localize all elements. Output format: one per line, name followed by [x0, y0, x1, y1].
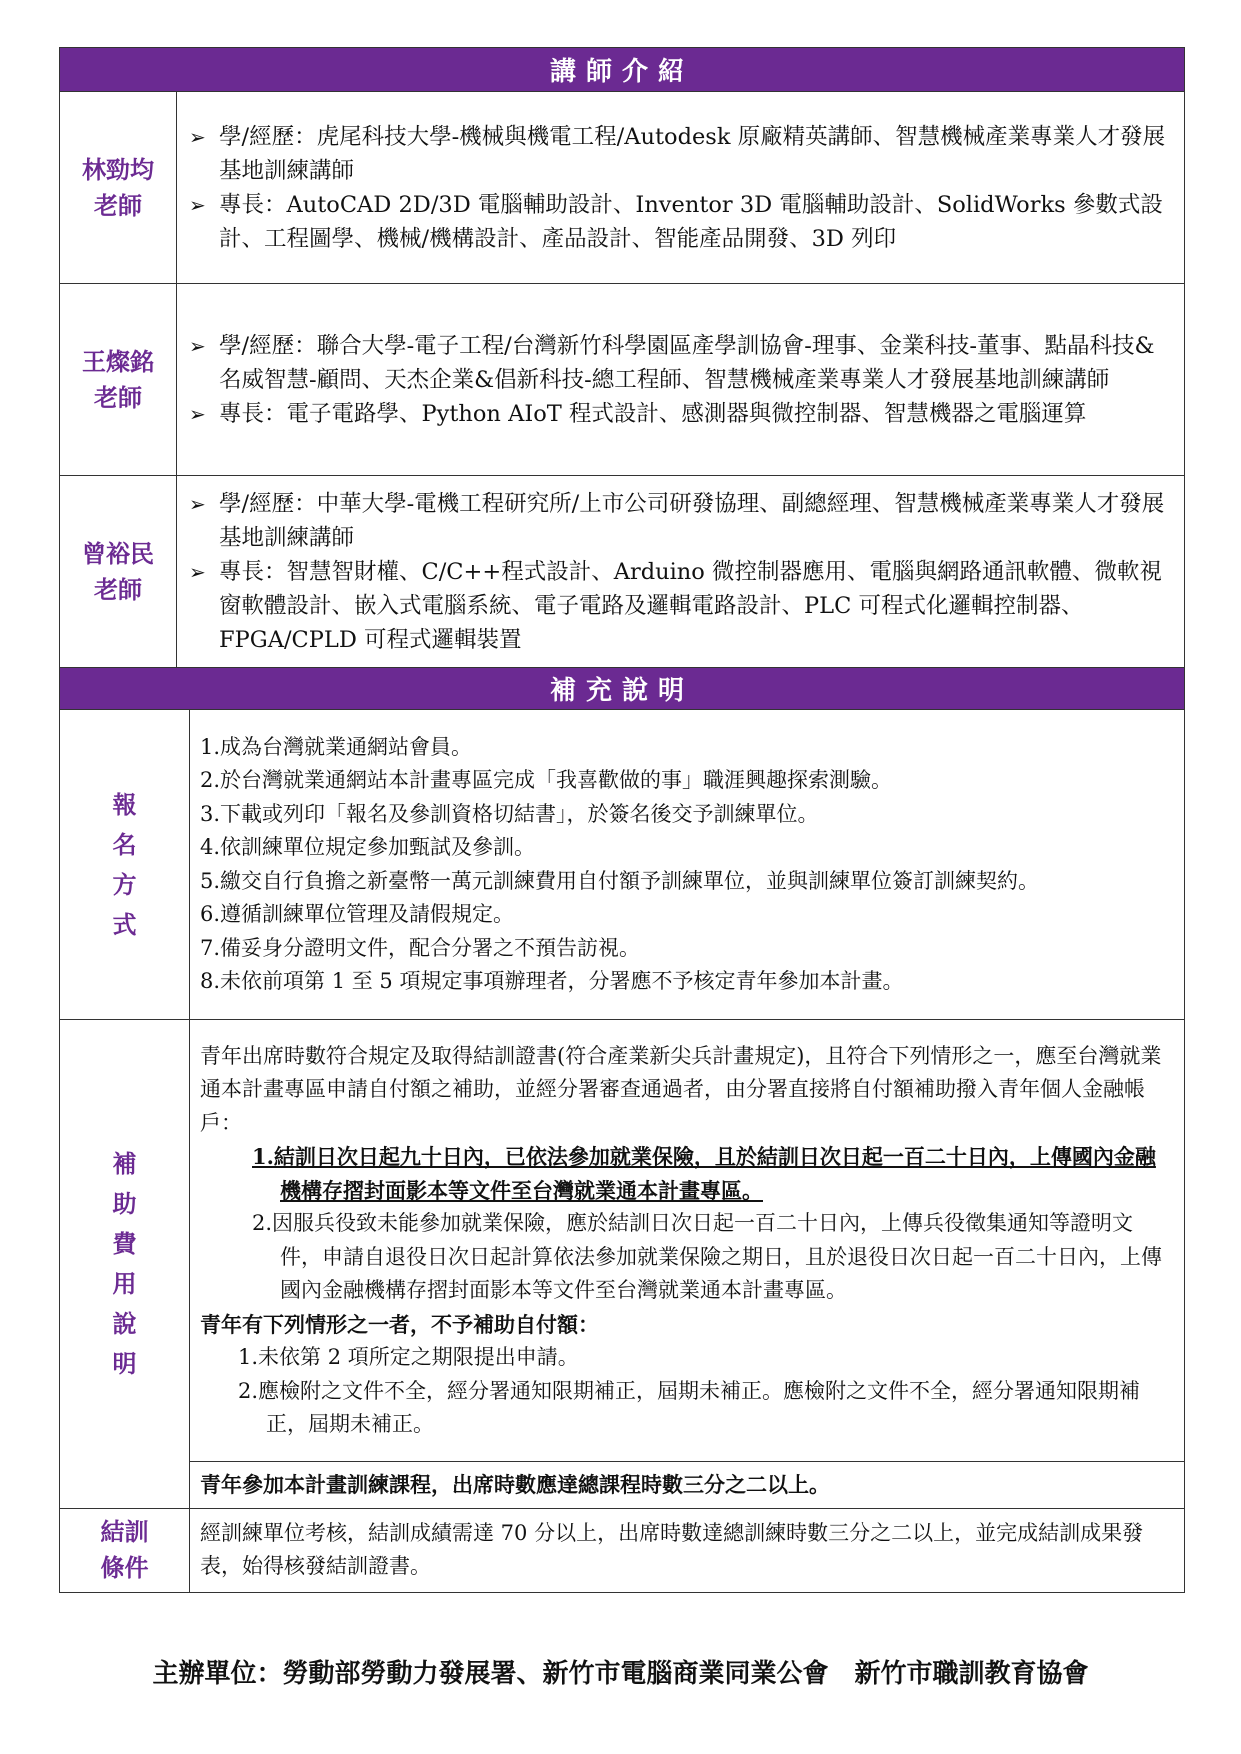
subsidy-condition-1: 1.結訓日次日起九十日內，已依法參加就業保險，且於結訓日次日起一百二十日內，上傳國內金融機構存摺封面影本等文件至台灣就業通本計畫專區。 — [252, 1144, 1156, 1203]
exclusion-item: 1.未依第 2 項所定之期限提出申請。 — [238, 1345, 579, 1369]
list-item: 8.未依前項第 1 至 5 項規定事項辦理者，分署應不予核定青年參加本計畫。 — [200, 969, 904, 993]
label-char: 方 — [112, 870, 137, 899]
subsidy-details — [190, 1020, 1185, 1462]
instructor-row — [60, 284, 1185, 476]
label-char: 說 — [112, 1309, 137, 1338]
instructor-expertise: 專長：電子電路學、Python AIoT 程式設計、感測器與微控制器、智慧機器之電腦運算 — [219, 400, 1087, 427]
instructor-name — [60, 476, 177, 668]
instructor-expertise: 專長：AutoCAD 2D/3D 電腦輔助設計、Inventor 3D 電腦輔助設計、SolidWorks 參數式設計、工程圖學、機械/機構設計、產品設計、智能產品開發、3D 列印 — [219, 191, 1163, 252]
instructor-name-line1: 曾裕民 — [82, 539, 154, 568]
instructor-row — [60, 476, 1185, 668]
registration-row — [60, 710, 1185, 1020]
label-char: 補 — [112, 1149, 137, 1178]
instructor-experience: 學/經歷：虎尾科技大學-機械與機電工程/Autodesk 原廠精英講師、智慧機械產業專業人才發展基地訓練講師 — [219, 123, 1166, 184]
arrow-bullet-icon: ➢ — [189, 333, 206, 358]
completion-label-line2: 條件 — [100, 1554, 149, 1582]
instructor-name — [60, 92, 177, 284]
course-info-document — [59, 47, 1185, 1593]
instructor-name-line2: 老師 — [94, 383, 142, 412]
label-char: 名 — [112, 830, 137, 859]
instructor-expertise: 專長：智慧智財權、C/C++程式設計、Arduino 微控制器應用、電腦與網路通訊軟體、微軟視窗軟體設計、嵌入式電腦系統、電子電路及邏輯電路設計、PLC 可程式化邏輯控制器、FPGA/CPLD 可程式邏輯裝置 — [219, 558, 1163, 653]
list-item: 4.依訓練單位規定參加甄試及參訓。 — [200, 835, 536, 859]
list-item: 1.成為台灣就業通網站會員。 — [200, 734, 473, 759]
instructor-bio — [177, 284, 1185, 476]
instructors-header: 講師介紹 — [60, 48, 1185, 92]
subsidy-row — [60, 1020, 1185, 1462]
organizer-footer: 主辦單位：勞動部勞動力發展署、新竹市電腦商業同業公會 新竹市職訓教育協會 — [152, 1659, 1089, 1689]
instructor-row — [60, 92, 1185, 284]
list-item: 7.備妥身分證明文件，配合分署之不預告訪視。 — [200, 935, 641, 960]
label-char: 報 — [112, 790, 137, 819]
list-item: 5.繳交自行負擔之新臺幣一萬元訓練費用自付額予訓練單位，並與訓練單位簽訂訓練契約。 — [200, 868, 1040, 893]
arrow-bullet-icon: ➢ — [189, 401, 206, 426]
list-item: 3.下載或列印「報名及參訓資格切結書」，於簽名後交予訓練單位。 — [200, 801, 819, 826]
notes-header: 補充說明 — [60, 668, 1185, 710]
info-table — [59, 47, 1185, 1593]
label-char: 助 — [112, 1189, 137, 1218]
arrow-bullet-icon: ➢ — [189, 192, 206, 217]
instructor-bio — [177, 92, 1185, 284]
exclusion-title: 青年有下列情形之一者，不予補助自付額： — [200, 1311, 599, 1337]
label-char: 用 — [112, 1269, 137, 1298]
label-char: 明 — [112, 1349, 137, 1378]
arrow-bullet-icon: ➢ — [189, 491, 206, 516]
instructor-name-line1: 王燦銘 — [82, 347, 154, 376]
instructor-name — [60, 284, 177, 476]
exclusion-item: 2.應檢附之文件不全，經分署通知限期補正，屆期未補正。應檢附之文件不全，經分署通知限期補正，屆期未補正。 — [238, 1378, 1141, 1436]
attendance-requirement: 青年參加本計畫訓練課程，出席時數應達總課程時數三分之二以上。 — [190, 1462, 1185, 1509]
registration-list — [190, 710, 1185, 1020]
instructor-experience: 學/經歷：中華大學-電機工程研究所/上市公司研發協理、副總經理、智慧機械產業專業人才發展基地訓練講師 — [219, 490, 1165, 551]
instructor-name-line2: 老師 — [94, 191, 142, 220]
subsidy-condition-2: 2.因服兵役致未能參加就業保險，應於結訓日次日起一百二十日內，上傳兵役徵集通知等證明文件，申請自退役日次日起計算依法參加就業保險之期日，且於退役日次日起一百二十日內，上傳國內金融機構存摺封面影本等文件至台灣就業通本計畫專區。 — [252, 1211, 1162, 1302]
subsidy-intro: 青年出席時數符合規定及取得結訓證書(符合產業新尖兵計畫規定)，且符合下列情形之一，應至台灣就業通本計畫專區申請自付額之補助，並經分署審查通過者，由分署直接將自付額補助撥入青年個人金融帳戶： — [200, 1043, 1162, 1135]
registration-label — [60, 710, 190, 1020]
subsidy-label — [60, 1020, 190, 1509]
list-item: 6.遵循訓練單位管理及請假規定。 — [200, 902, 515, 926]
label-char: 式 — [112, 910, 137, 939]
completion-text: 經訓練單位考核，結訓成績需達 70 分以上，出席時數達總訓練時數三分之二以上，並完成結訓成果發表，始得核發結訓證書。 — [190, 1508, 1185, 1592]
instructor-bio — [177, 476, 1185, 668]
completion-row — [60, 1508, 1185, 1592]
arrow-bullet-icon: ➢ — [189, 124, 206, 149]
list-item: 2.於台灣就業通網站本計畫專區完成「我喜歡做的事」職涯興趣探索測驗。 — [200, 768, 893, 792]
completion-label-line1: 結訓 — [100, 1518, 149, 1546]
arrow-bullet-icon: ➢ — [189, 559, 206, 584]
instructor-experience: 學/經歷：聯合大學-電子工程/台灣新竹科學園區產學訓協會-理事、金業科技-董事、點晶科技&名威智慧-顧問、天杰企業&倡新科技-總工程師、智慧機械產業專業人才發展基地訓練講師 — [219, 332, 1155, 393]
instructor-name-line2: 老師 — [94, 575, 142, 604]
instructor-name-line1: 林勁均 — [82, 155, 154, 184]
completion-label — [60, 1508, 190, 1592]
label-char: 費 — [112, 1229, 137, 1258]
